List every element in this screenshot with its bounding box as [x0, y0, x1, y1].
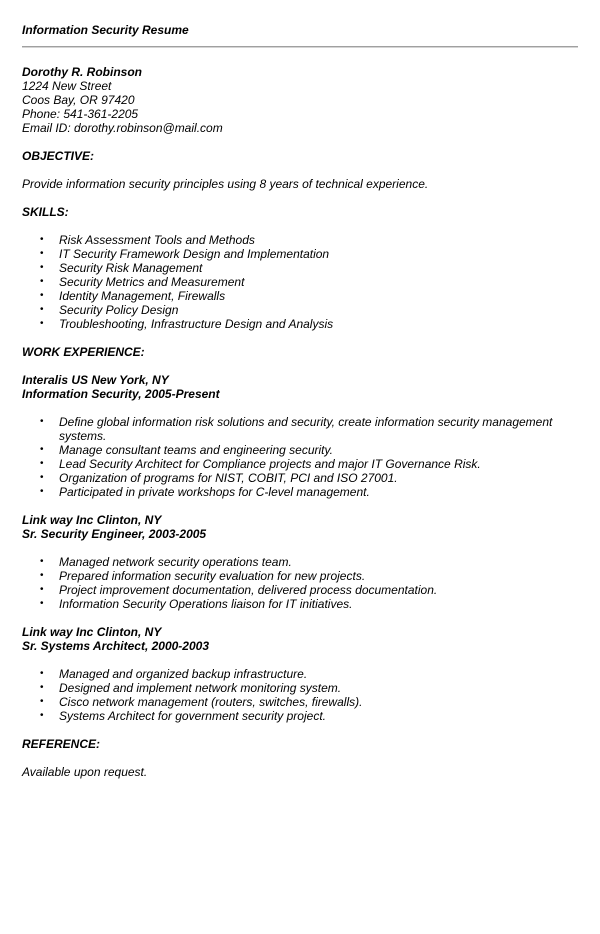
job-role: Sr. Security Engineer, 2003-2005: [22, 527, 207, 541]
title-divider: [22, 46, 578, 48]
job-duties-list: [22, 415, 578, 499]
job-company: Link way Inc Clinton, NY: [22, 513, 162, 527]
email-address: Email ID: dorothy.robinson@mail.com: [22, 121, 223, 135]
skill-item: • Security Risk Management: [22, 261, 578, 275]
duty-item: • Information Security Operations liaison for IT initiatives.: [22, 597, 578, 611]
reference-text: Available upon request.: [22, 765, 148, 779]
skill-item: • Troubleshooting, Infrastructure Design and Analysis: [22, 317, 578, 331]
job-entry: [22, 513, 578, 611]
skill-item: • Identity Management, Firewalls: [22, 289, 578, 303]
resume-content: [22, 65, 578, 779]
duty-item: • Prepared information security evaluation for new projects.: [22, 569, 578, 583]
duty-item: • Managed and organized backup infrastructure.: [22, 667, 578, 681]
duty-item: • Cisco network management (routers, switches, firewalls).: [22, 695, 578, 709]
document-title: Information Security Resume: [22, 23, 189, 37]
job-duties-list: [22, 667, 578, 723]
duty-item: • Manage consultant teams and engineering security.: [22, 443, 578, 457]
job-company: Link way Inc Clinton, NY: [22, 625, 162, 639]
duty-item: • Define global information risk solutions and security, create information security management systems.: [22, 415, 578, 443]
skill-item: • Security Policy Design: [22, 303, 578, 317]
duty-item: • Lead Security Architect for Compliance projects and major IT Governance Risk.: [22, 457, 578, 471]
skills-heading: SKILLS:: [22, 205, 69, 219]
job-role: Sr. Systems Architect, 2000-2003: [22, 639, 210, 653]
skills-list: [22, 233, 578, 331]
duty-item: • Systems Architect for government security project.: [22, 709, 578, 723]
job-company: Interalis US New York, NY: [22, 373, 169, 387]
duty-item: • Designed and implement network monitoring system.: [22, 681, 578, 695]
duty-item: • Project improvement documentation, delivered process documentation.: [22, 583, 578, 597]
skill-item: • IT Security Framework Design and Implementation: [22, 247, 578, 261]
address-street: 1224 New Street: [22, 79, 112, 93]
phone-number: Phone: 541-361-2205: [22, 107, 139, 121]
job-duties-list: [22, 555, 578, 611]
work-experience-heading: WORK EXPERIENCE:: [22, 345, 145, 359]
duty-item: • Participated in private workshops for C-level management.: [22, 485, 578, 499]
objective-text: Provide information security principles using 8 years of technical experience.: [22, 177, 429, 191]
job-entry: [22, 373, 578, 499]
objective-heading: OBJECTIVE:: [22, 149, 95, 163]
skill-item: • Risk Assessment Tools and Methods: [22, 233, 578, 247]
duty-item: • Organization of programs for NIST, COBIT, PCI and ISO 27001.: [22, 471, 578, 485]
job-role: Information Security, 2005-Present: [22, 387, 220, 401]
contact-block: [22, 65, 578, 135]
address-city: Coos Bay, OR 97420: [22, 93, 135, 107]
skill-item: • Security Metrics and Measurement: [22, 275, 578, 289]
duty-item: • Managed network security operations team.: [22, 555, 578, 569]
job-entry: [22, 625, 578, 723]
reference-heading: REFERENCE:: [22, 737, 101, 751]
candidate-name: Dorothy R. Robinson: [22, 65, 142, 79]
